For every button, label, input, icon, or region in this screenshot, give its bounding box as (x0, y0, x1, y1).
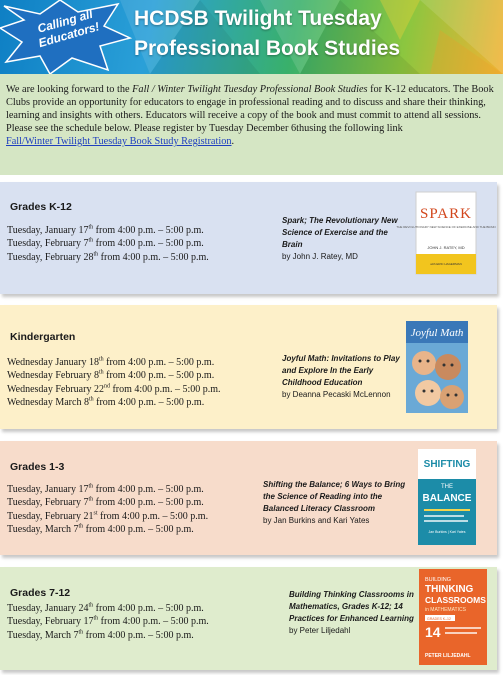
session-list (7, 224, 209, 264)
session-item: Tuesday, March 7th from 4:00 p.m. – 5:00 p.m. (7, 629, 194, 641)
title-line-1: HCDSB Twilight Tuesday (134, 7, 382, 30)
session-list (7, 602, 209, 642)
cover-title: SPARK (420, 206, 472, 222)
session-item: Wednesday February 22nd from 4:00 p.m. – 5:00 p.m. (7, 383, 221, 395)
section-grades-7-12 (0, 567, 497, 670)
svg-text:14: 14 (425, 624, 441, 640)
session-item: Tuesday, February 7th from 4:00 p.m. – 5:00 p.m. (7, 497, 204, 509)
book-author: by Jan Burkins and Kari Yates (263, 516, 370, 525)
cover-author: JOHN J. RATEY, MD (427, 245, 465, 250)
session-list (7, 483, 208, 537)
session-list (7, 356, 221, 410)
book-title: Joyful Math: Invitations to Play and Explore In the Early Childhood Education (282, 354, 400, 387)
session-item: Wednesday February 8th from 4:00 p.m. – 5:00 p.m. (7, 370, 215, 382)
session-item: Tuesday, February 21st from 4:00 p.m. – 5:00 p.m. (7, 510, 209, 522)
session-item: Wednesday March 8th from 4:00 p.m. – 5:00 p.m. (7, 396, 205, 409)
header-banner (0, 0, 503, 74)
cover-title-1: BUILDING (425, 577, 451, 583)
book-cover-joyful-math (406, 321, 468, 413)
session-item: Tuesday, February 28th from 4:00 p.m. – 5:00 p.m. (7, 251, 209, 263)
session-item: Wednesday January 18th from 4:00 p.m. – 5:00 p.m. (7, 356, 215, 368)
cover-title-2: THE (441, 484, 453, 490)
book-info (263, 479, 413, 527)
book-author: by Peter Liljedahl (289, 626, 351, 635)
cover-title-1: SHIFTING (423, 459, 471, 470)
grade-heading: Kindergarten (10, 331, 76, 343)
book-cover-building-thinking-classrooms (419, 569, 487, 665)
section-kindergarten (0, 305, 497, 429)
book-title: Shifting the Balance; 6 Ways to Bring the Science of Reading into the Balanced Literacy Classroom (263, 480, 406, 513)
intro-text: We are looking forward to the Fall / Winter Twilight Tuesday Professional Book Studies for K-12 educators. The Book Clubs provide an opportunity for educators to engage in professional reading and to discuss and share their thinking, learning and insights with others. Educators will receive a copy of the book and must commit to attend all sessions. Please see the schedule below. Please register by Tuesday December 6thusing the following link Fall/Winter Twilight Tuesday Book Study Registration. (6, 84, 494, 147)
session-item: Tuesday, March 7th from 4:00 p.m. – 5:00 p.m. (7, 523, 194, 536)
section-grades-k-12 (0, 182, 497, 294)
cover-coauthor: with ERIC HAGERMAN (430, 262, 462, 266)
cover-author: PETER LILJEDAHL (425, 653, 471, 659)
session-item: Tuesday, January 17th from 4:00 p.m. – 5:00 p.m. (7, 483, 204, 495)
cover-title-3: CLASSROOMS (425, 595, 486, 605)
book-cover-spark (396, 192, 496, 274)
book-author: by John J. Ratey, MD (282, 252, 358, 261)
book-cover-shifting-the-balance (418, 449, 476, 545)
grade-heading: Grades 1-3 (10, 461, 65, 473)
intro-panel (0, 74, 503, 175)
session-item: Tuesday, January 17th from 4:00 p.m. – 5:00 p.m. (7, 224, 204, 236)
registration-link[interactable]: Fall/Winter Twilight Tuesday Book Study Registration (6, 136, 232, 147)
session-item: Tuesday, February 7th from 4:00 p.m. – 5:00 p.m. (7, 238, 204, 250)
session-item: Tuesday, February 17th from 4:00 p.m. – 5:00 p.m. (7, 616, 209, 628)
title-line-2: Professional Book Studies (134, 37, 401, 60)
page-title (134, 4, 494, 64)
calling-all-educators-badge: Calling all Educators! (35, 6, 101, 51)
book-title: Building Thinking Classrooms in Mathematics, Grades K-12; 14 Practices for Enhanced Learning (289, 590, 414, 623)
section-grades-1-3 (0, 441, 497, 555)
book-info (282, 215, 400, 263)
book-info (282, 353, 402, 401)
book-author: by Deanna Pecaski McLennon (282, 390, 391, 399)
cover-authors: Jan Burkins | Kari Yates (428, 530, 466, 534)
session-item: Tuesday, January 24th from 4:00 p.m. – 5:00 p.m. (7, 602, 204, 614)
cover-title-3: BALANCE (422, 493, 472, 504)
book-info (289, 589, 415, 637)
cover-title-2: THINKING (425, 584, 474, 595)
cover-title-4: in MATHEMATICS (425, 607, 466, 613)
cover-grades: GRADES K–12 (427, 617, 451, 621)
cover-subtitle: THE REVOLUTIONARY NEW SCIENCE OF EXERCISE AND THE BRAIN (396, 225, 496, 229)
grade-heading: Grades 7-12 (10, 587, 71, 599)
grade-heading: Grades K-12 (10, 201, 72, 213)
cover-title: Joyful Math (410, 327, 464, 339)
book-title: Spark; The Revolutionary New Science of Exercise and the Brain (282, 216, 398, 249)
